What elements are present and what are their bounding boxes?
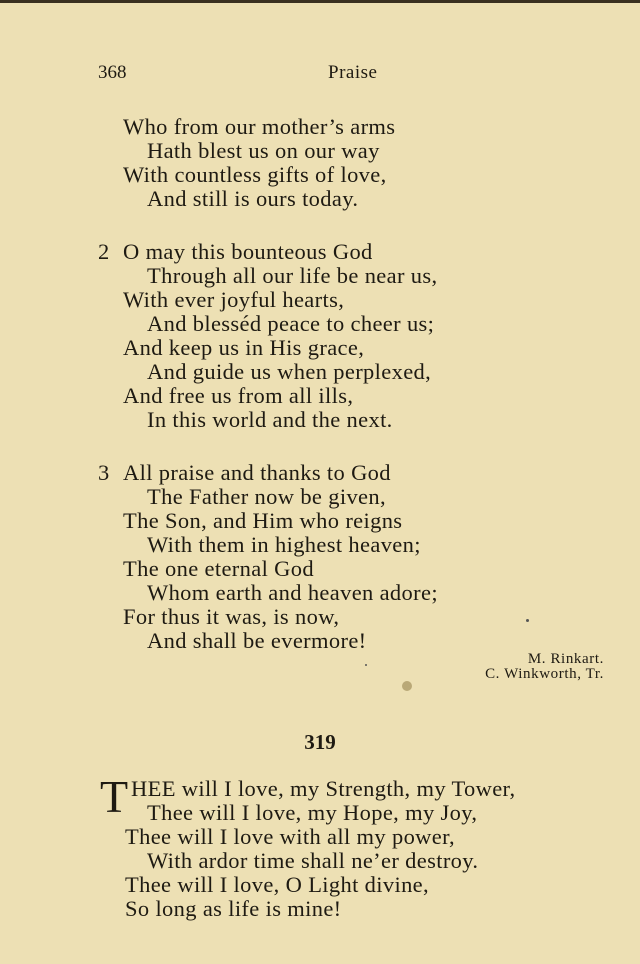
page-top-edge	[0, 0, 640, 3]
running-title: Praise	[328, 62, 378, 83]
verse-line: HEE will I love, my Strength, my Tower,	[131, 776, 516, 801]
page-number: 368	[98, 62, 127, 83]
verse-line: And free us from all ills,	[123, 383, 354, 408]
verse-line: Thee will I love, my Hope, my Joy,	[147, 800, 478, 825]
paper-speck	[365, 664, 367, 666]
hymn-number: 319	[304, 730, 336, 754]
verse-line: With countless gifts of love,	[123, 162, 387, 187]
verse-line: With ever joyful hearts,	[123, 287, 345, 312]
verse-line: In this world and the next.	[147, 407, 393, 432]
stanza-number: 2	[98, 239, 110, 264]
verse-line: So long as life is mine!	[125, 896, 342, 921]
drop-cap: T	[100, 771, 129, 822]
paper-speck	[526, 619, 529, 622]
verse-line: Whom earth and heaven adore;	[147, 580, 438, 605]
paper-speck	[402, 681, 412, 691]
translator-credit: C. Winkworth, Tr.	[485, 666, 604, 682]
verse-line: The one eternal God	[123, 556, 314, 581]
verse-line: Who from our mother’s arms	[123, 114, 396, 139]
verse-line: And shall be evermore!	[147, 628, 367, 653]
verse-line: Through all our life be near us,	[147, 263, 438, 288]
verse-line: For thus it was, is now,	[123, 604, 340, 629]
stanza-number: 3	[98, 460, 110, 485]
verse-line: And still is ours today.	[147, 186, 359, 211]
verse-line: All praise and thanks to God	[123, 460, 391, 485]
verse-line: And guide us when perplexed,	[147, 359, 432, 384]
author-credit: M. Rinkart.	[527, 651, 604, 667]
verse-line: O may this bounteous God	[123, 239, 373, 264]
verse-line: The Son, and Him who reigns	[123, 508, 403, 533]
verse-line: The Father now be given,	[147, 484, 386, 509]
verse-line: Thee will I love, O Light divine,	[125, 872, 429, 897]
verse-line: And keep us in His grace,	[123, 335, 365, 360]
verse-line: With them in highest heaven;	[147, 532, 421, 557]
verse-line: And blesséd peace to cheer us;	[147, 311, 435, 336]
verse-line: Thee will I love with all my power,	[125, 824, 456, 849]
verse-line: Hath blest us on our way	[147, 138, 380, 163]
verse-line: With ardor time shall ne’er destroy.	[147, 848, 479, 873]
